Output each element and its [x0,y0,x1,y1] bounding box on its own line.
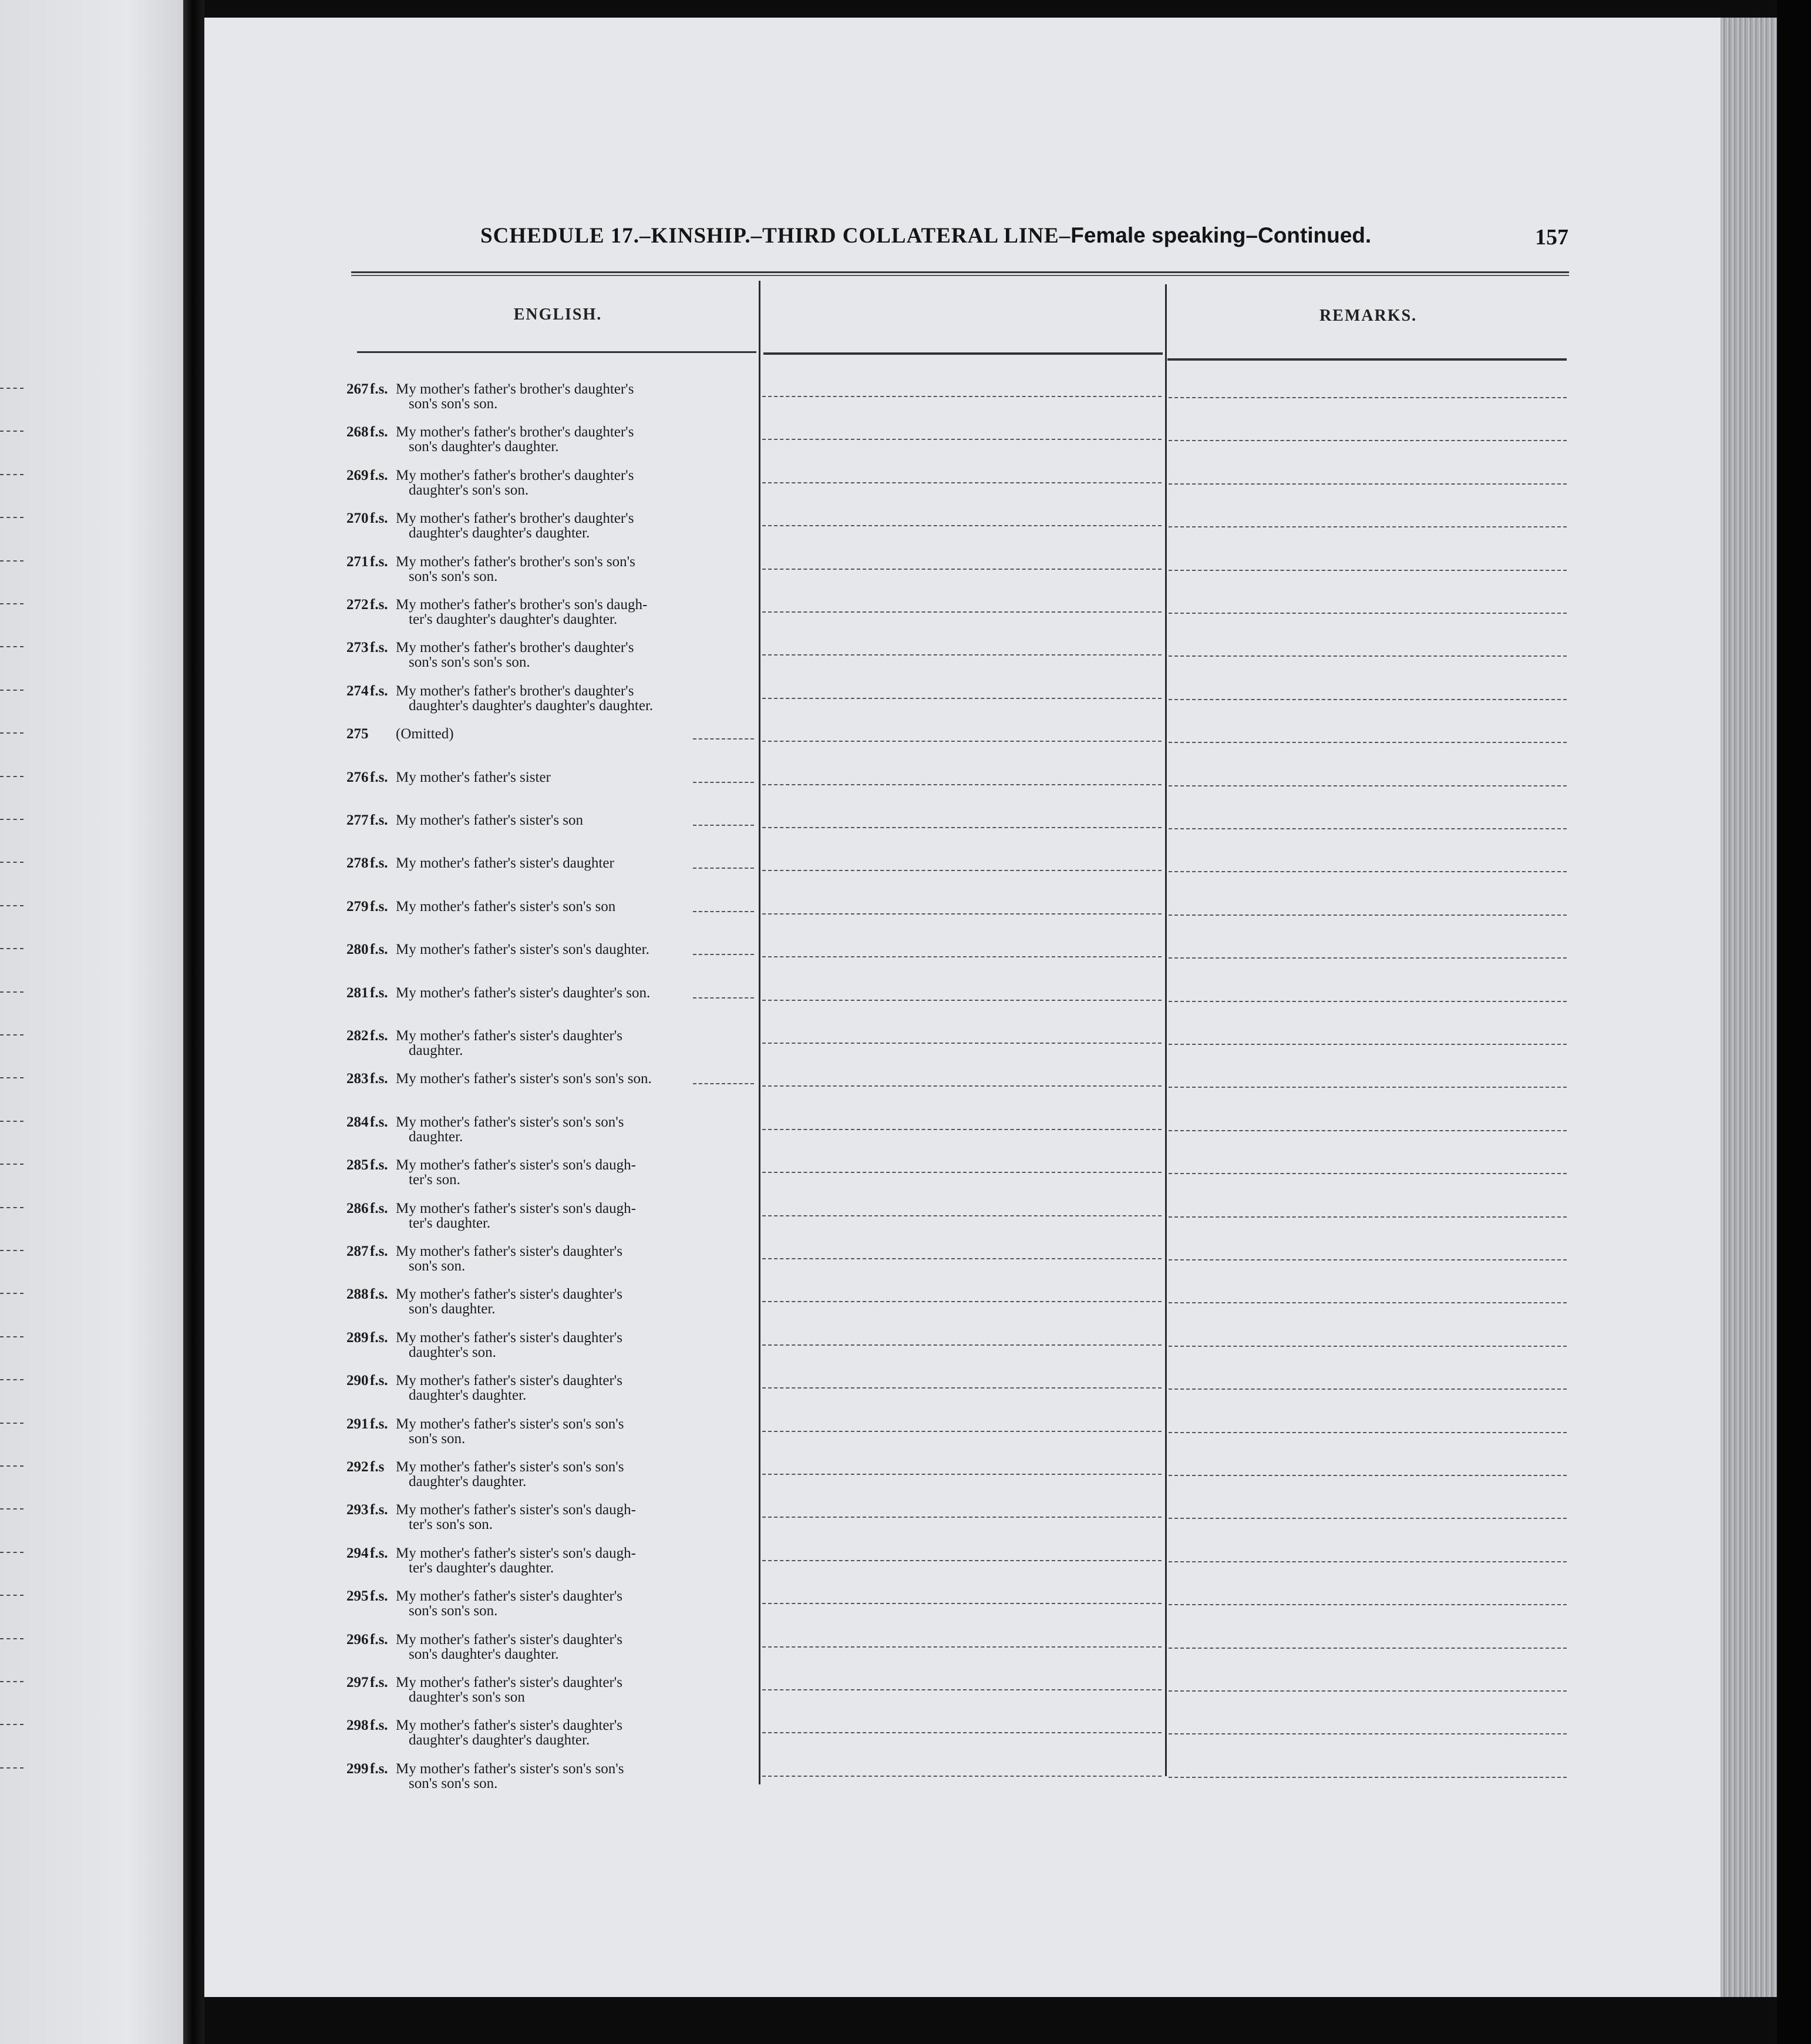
facing-page-dash [0,1552,23,1553]
facing-page-dash [0,1423,23,1424]
entry-speaker: f.s. [370,899,388,915]
remarks-answer-line [1169,742,1567,743]
facing-page-dash [0,819,23,820]
entry-text: My mother's father's brother's daughter's [396,424,634,440]
entry-row [346,684,754,713]
entry-number: 271 [346,554,369,570]
native-answer-line [762,784,1162,785]
entry-row [346,1502,754,1532]
facing-page-dash [0,1293,23,1294]
entry-row [346,1028,754,1058]
entry-leader-line [693,997,754,999]
entry-text: My mother's father's sister's son's daugh- [396,1201,636,1216]
native-answer-line [762,1000,1162,1001]
entry-speaker: f.s. [370,381,388,397]
entry-speaker: f.s. [370,468,388,483]
entry-text-continued: daughter's son. [409,1344,496,1360]
entry-speaker: f.s. [370,1502,388,1518]
facing-page-dash [0,560,23,562]
remarks-answer-line [1169,1561,1567,1562]
native-answer-line [762,1344,1162,1346]
entry-text-continued: daughter's daughter's daughter. [409,525,590,541]
entry-text: My mother's father's sister's daughter's [396,1675,622,1690]
remarks-answer-line [1169,1604,1567,1605]
column-divider-1 [759,281,760,1784]
entry-row [346,1718,754,1747]
native-answer-line [762,1517,1162,1518]
entry-number: 283 [346,1071,369,1087]
entry-speaker: f.s. [370,1545,388,1561]
page-header [480,223,1567,253]
entry-number: 290 [346,1373,369,1389]
facing-page-dash [0,646,23,647]
entry-number: 273 [346,640,369,655]
remarks-answer-line [1169,915,1567,916]
remarks-answer-line [1169,570,1567,571]
entry-row [346,468,754,497]
remarks-answer-line [1169,526,1567,527]
facing-page-dash [0,862,23,863]
entry-row [346,425,754,454]
entry-speaker: f.s. [370,1761,388,1777]
entry-number: 269 [346,468,369,483]
entry-number: 280 [346,942,369,957]
remarks-answer-line [1169,828,1567,829]
native-answer-line [762,1646,1162,1648]
entry-text: My mother's father's brother's daughter's [396,468,634,483]
entry-text: (Omitted) [396,726,454,742]
entry-text: My mother's father's sister's son's son's [396,1761,624,1777]
remarks-answer-line [1169,957,1567,959]
entry-row [346,554,754,584]
remarks-answer-line [1169,1432,1567,1433]
entry-text: My mother's father's sister's daughter's [396,1330,622,1346]
entry-row [346,1287,754,1316]
remarks-answer-line [1169,1777,1567,1778]
native-answer-line [762,439,1162,440]
entry-speaker: f.s. [370,1071,388,1087]
entry-number: 293 [346,1502,369,1518]
remarks-answer-line [1169,1648,1567,1649]
entry-speaker: f.s. [370,1157,388,1173]
schedule-continuation: Female speaking–Continued. [1071,223,1372,247]
entry-text: My mother's father's sister's daughter's [396,1632,622,1648]
entry-text: My mother's father's sister's daughter's [396,1588,622,1604]
entry-speaker: f.s. [370,424,388,440]
english-header-underline [357,351,756,353]
entry-text-continued: son's daughter. [409,1301,496,1317]
facing-page-dash [0,474,23,475]
native-answer-line [762,698,1162,699]
remarks-answer-line [1169,1130,1567,1131]
entry-speaker: f.s. [370,985,388,1001]
entry-text: My mother's father's sister's daughter's [396,1243,622,1259]
entry-text: My mother's father's sister's son's daugh- [396,1157,636,1173]
entry-row [346,382,754,411]
facing-page-dash [0,1681,23,1682]
entry-text: My mother's father's brother's son's daugh- [396,597,648,613]
native-answer-line [762,1301,1162,1302]
entry-leader-line [693,1083,754,1084]
remarks-answer-line [1169,699,1567,700]
facing-page-dash [0,1034,23,1036]
page-number: 157 [1535,225,1568,250]
native-answer-line [762,1043,1162,1044]
facing-page-dash [0,1336,23,1337]
scan-border [1777,0,1811,2044]
entry-text-continued: daughter's son's son [409,1689,525,1705]
facing-page-dash [0,1250,23,1251]
entry-number: 297 [346,1675,369,1690]
facing-page-dash [0,517,23,518]
entry-row [346,1244,754,1273]
entry-leader-line [693,782,754,783]
entry-number: 276 [346,769,369,785]
entry-row [346,1761,754,1791]
entry-number: 278 [346,855,369,871]
entry-row [346,511,754,540]
entry-row [346,1115,754,1144]
facing-page-dash [0,1077,23,1078]
entry-number: 296 [346,1632,369,1648]
entry-speaker: f.s. [370,683,388,699]
entry-number: 282 [346,1028,369,1044]
entry-speaker: f.s. [370,1632,388,1648]
entry-number: 294 [346,1545,369,1561]
entry-number: 274 [346,683,369,699]
entry-text: My mother's father's sister's daughter's [396,1286,622,1302]
remarks-answer-line [1169,1216,1567,1218]
entry-text-continued: ter's son. [409,1172,460,1188]
facing-page-dash [0,603,23,604]
native-answer-line [762,1474,1162,1475]
entry-text-continued: son's son. [409,1431,466,1447]
facing-page-dash [0,991,23,993]
remarks-answer-line [1169,1173,1567,1174]
entry-text-continued: daughter's daughter's daughter's daughter. [409,698,654,714]
entry-number: 298 [346,1717,369,1733]
entry-text: My mother's father's sister's son's daugh- [396,1545,636,1561]
facing-page-dash [0,1164,23,1165]
entry-text: My mother's father's brother's daughter's [396,510,634,526]
entry-number: 279 [346,899,369,915]
page-edges [1721,18,1777,1997]
entry-number: 288 [346,1286,369,1302]
entry-text-continued: son's son's son's son. [409,654,530,670]
native-answer-line [762,1258,1162,1259]
entry-speaker: f.s. [370,855,388,871]
native-answer-line [762,1129,1162,1130]
entry-speaker: f.s. [370,769,388,785]
native-answer-line [762,741,1162,742]
entry-row [346,1373,754,1403]
entry-text: My mother's father's sister's son [396,812,584,828]
remarks-answer-line [1169,1044,1567,1045]
entry-text: My mother's father's brother's daughter's [396,640,634,655]
facing-page-dash [0,776,23,777]
entry-text: My mother's father's sister's daughter's son. [396,985,651,1001]
entry-text: My mother's father's sister [396,769,551,785]
facing-page-dash [0,948,23,949]
entry-number: 289 [346,1330,369,1346]
remarks-answer-line [1169,1302,1567,1303]
entry-speaker: f.s. [370,812,388,828]
entry-speaker: f.s. [370,597,388,613]
entry-row [346,1460,754,1489]
entry-number: 299 [346,1761,369,1777]
remarks-answer-line [1169,1475,1567,1476]
native-answer-line [762,956,1162,957]
entry-text-continued: son's son's son. [409,1776,498,1791]
facing-page-dash [0,1207,23,1208]
entry-text: My mother's father's brother's daughter's [396,683,634,699]
entry-text-continued: son's daughter's daughter. [409,1646,559,1662]
entry-text-continued: daughter's daughter's daughter. [409,1732,590,1748]
entry-text-continued: daughter's daughter. [409,1474,527,1490]
entry-text: My mother's father's brother's daughter's [396,381,634,397]
native-answer-line [762,1776,1162,1777]
entry-text: My mother's father's sister's daughter's [396,1373,622,1389]
facing-page-dash [0,1767,23,1769]
native-answer-line [762,611,1162,613]
entry-number: 291 [346,1416,369,1432]
facing-page-dash [0,690,23,691]
remarks-answer-line [1169,397,1567,398]
entry-text: My mother's father's sister's son's son [396,899,616,915]
entry-text: My mother's father's sister's son's son's [396,1416,624,1432]
entry-speaker: f.s. [370,1028,388,1044]
entry-row [346,1201,754,1231]
native-answer-line [762,1085,1162,1087]
remarks-column-header: REMARKS. [1319,307,1418,325]
entry-row [346,1675,754,1705]
entry-leader-line [693,738,754,739]
entry-speaker: f.s. [370,1330,388,1346]
entry-speaker: f.s. [370,554,388,570]
entry-text: My mother's father's sister's daughter [396,855,614,871]
remarks-answer-line [1169,1259,1567,1260]
entry-number: 277 [346,812,369,828]
native-answer-line [762,1431,1162,1432]
native-header-underline [763,352,1163,355]
entry-text-continued: ter's daughter's daughter. [409,1560,554,1576]
entry-speaker: f.s. [370,510,388,526]
entry-text-continued: son's son's son. [409,569,498,584]
entry-text-continued: ter's son's son. [409,1517,493,1532]
entry-number: 284 [346,1114,369,1130]
remarks-answer-line [1169,1087,1567,1088]
native-answer-line [762,1732,1162,1733]
native-answer-line [762,1172,1162,1173]
native-answer-line [762,525,1162,526]
column-divider-2 [1165,284,1167,1776]
entry-speaker: f.s. [370,1717,388,1733]
entry-leader-line [693,911,754,912]
facing-page-dash [0,1724,23,1725]
header-rule [351,271,1569,276]
entry-speaker: f.s. [370,1416,388,1432]
entry-row [346,1158,754,1187]
entry-row [346,1589,754,1618]
remarks-answer-line [1169,1001,1567,1002]
schedule-title: SCHEDULE 17.–KINSHIP.–THIRD COLLATERAL LINE– [480,224,1071,248]
entry-row [346,1632,754,1662]
native-answer-line [762,1603,1162,1604]
entry-text-continued: ter's daughter's daughter's daughter. [409,611,618,627]
remarks-answer-line [1169,1690,1567,1692]
native-answer-line [762,482,1162,483]
native-answer-line [762,1560,1162,1561]
entry-row [346,1546,754,1575]
entry-number: 295 [346,1588,369,1604]
native-answer-line [762,1215,1162,1216]
entry-text-continued: daughter. [409,1043,463,1058]
facing-page-left [0,0,183,2044]
facing-page-dash [0,1121,23,1122]
facing-page-dash [0,1379,23,1380]
entry-leader-line [693,868,754,869]
entry-number: 281 [346,985,369,1001]
remarks-answer-line [1169,655,1567,657]
remarks-answer-line [1169,785,1567,786]
remarks-answer-line [1169,483,1567,485]
entry-text: My mother's father's sister's son's daugh- [396,1502,636,1518]
entry-speaker: f.s. [370,640,388,655]
entry-text: My mother's father's sister's son's son's [396,1459,624,1475]
entry-text-continued: son's daughter's daughter. [409,439,559,455]
entry-number: 285 [346,1157,369,1173]
entry-number: 275 [346,726,369,742]
native-answer-line [762,870,1162,871]
entry-speaker: f.s. [370,1201,388,1216]
remarks-answer-line [1169,1518,1567,1519]
entry-text-continued: daughter's daughter. [409,1387,527,1403]
entry-number: 267 [346,381,369,397]
entry-number: 270 [346,510,369,526]
facing-page-dash [0,1638,23,1639]
facing-page-dash [0,388,23,389]
entry-speaker: f.s. [370,1114,388,1130]
entry-number: 292 [346,1459,369,1475]
entry-text: My mother's father's sister's son's son's [396,1114,624,1130]
english-column-header: ENGLISH. [513,305,602,324]
entry-text-continued: son's son's son. [409,1603,498,1619]
native-answer-line [762,396,1162,397]
native-answer-line [762,569,1162,570]
entry-text: My mother's father's brother's son's son's [396,554,635,570]
entry-number: 268 [346,424,369,440]
remarks-answer-line [1169,1389,1567,1390]
facing-page-dash [0,1595,23,1596]
native-answer-line [762,654,1162,655]
entry-text: My mother's father's sister's daughter's [396,1717,622,1733]
entry-row [346,1417,754,1446]
remarks-header-underline [1167,358,1567,361]
facing-page-dash [0,1465,23,1467]
remarks-answer-line [1169,613,1567,614]
native-answer-line [762,1689,1162,1690]
entry-speaker: f.s [370,1459,385,1475]
entry-number: 286 [346,1201,369,1216]
entry-row [346,597,754,627]
entry-speaker: f.s. [370,1373,388,1389]
remarks-answer-line [1169,1346,1567,1347]
entry-text-continued: daughter. [409,1129,463,1145]
remarks-answer-line [1169,440,1567,441]
entry-text: My mother's father's sister's daughter's [396,1028,622,1044]
entry-speaker: f.s. [370,942,388,957]
entry-speaker: f.s. [370,1675,388,1690]
facing-page-dash [0,431,23,432]
native-answer-line [762,827,1162,828]
entry-speaker: f.s. [370,1588,388,1604]
entry-text: My mother's father's sister's son's daughter. [396,942,649,957]
entry-row [346,640,754,670]
book-gutter [183,0,204,2044]
entry-number: 287 [346,1243,369,1259]
facing-page-dash [0,905,23,906]
entry-text-continued: ter's daughter. [409,1215,491,1231]
entry-leader-line [693,825,754,826]
entry-leader-line [693,954,754,955]
entry-number: 272 [346,597,369,613]
facing-page-dash [0,1508,23,1510]
entry-text: My mother's father's sister's son's son's son. [396,1071,652,1087]
entry-row [346,1330,754,1360]
entry-speaker: f.s. [370,1286,388,1302]
entry-text-continued: daughter's son's son. [409,482,529,498]
native-answer-line [762,1387,1162,1389]
native-answer-line [762,913,1162,915]
facing-page-dash [0,732,23,734]
entry-text-continued: son's son. [409,1258,466,1274]
entry-speaker: f.s. [370,1243,388,1259]
entry-text-continued: son's son's son. [409,396,498,412]
remarks-answer-line [1169,1733,1567,1734]
remarks-answer-line [1169,871,1567,872]
